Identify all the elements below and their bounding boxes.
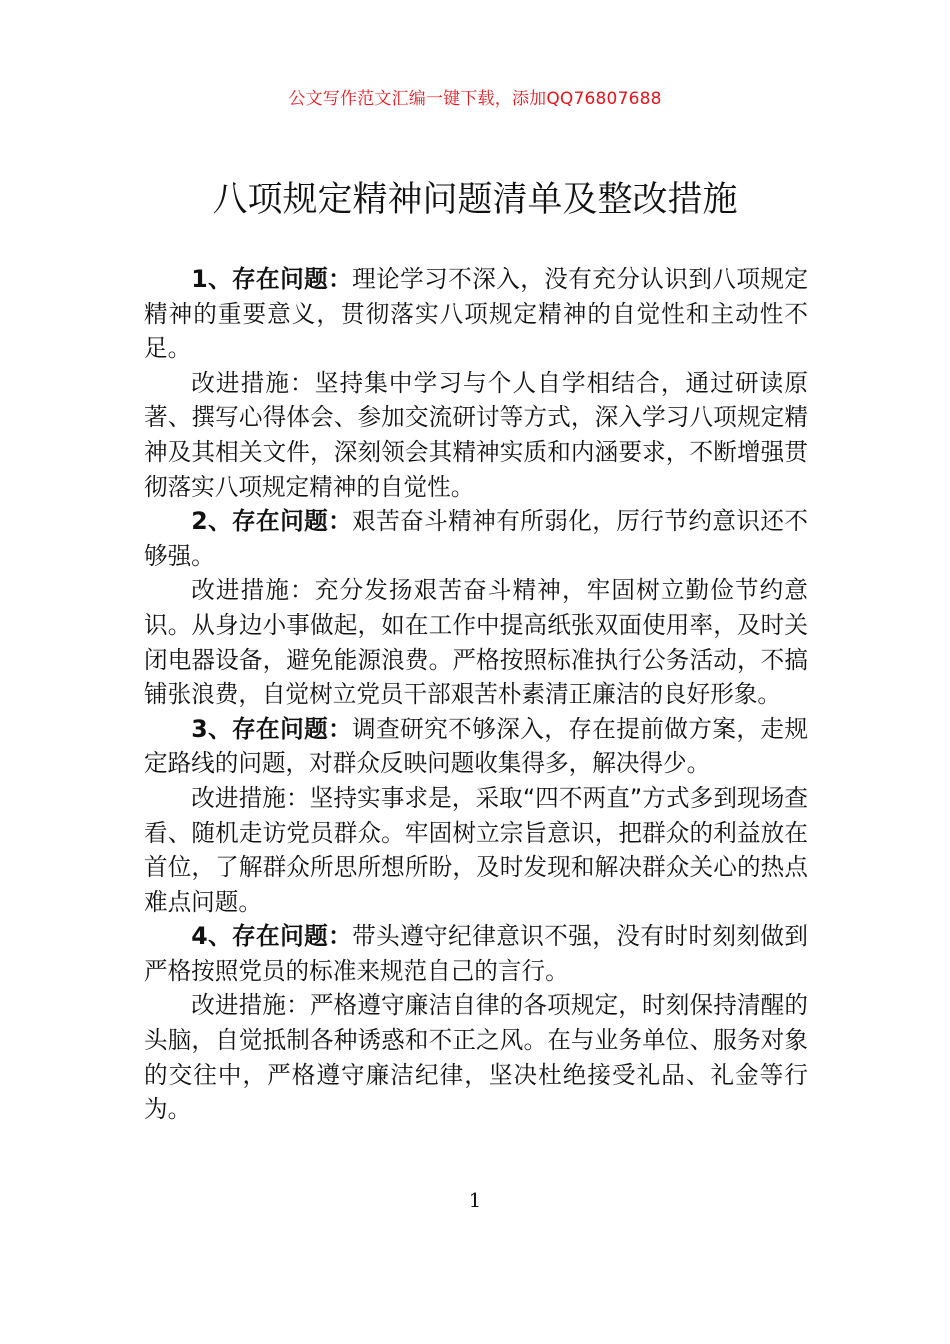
- measure-text-4: 改进措施：严格遵守廉洁自律的各项规定，时刻保持清醒的头脑，自觉抵制各种诱惑和不正之风。在与业务单位、服务对象的交往中，严格遵守廉洁纪律，坚决杜绝接受礼品、礼金等行为。: [144, 991, 808, 1124]
- issue-text-4: 带头遵守纪律意识不强，没有时时刻刻做到严格按照党员的标准来规范自己的言行。: [144, 922, 808, 985]
- issue-label-3: 3、存在问题：: [191, 714, 353, 743]
- document-body: [144, 262, 808, 1127]
- issue-text-1: 理论学习不深入，没有充分认识到八项规定精神的重要意义，贯彻落实八项规定精神的自觉性和主动性不足。: [144, 265, 808, 363]
- issue-label-2: 2、存在问题：: [191, 507, 353, 536]
- page-number: 1: [468, 1188, 482, 1212]
- measure-paragraph-2: [144, 573, 808, 711]
- issue-text-2: 艰苦奋斗精神有所弱化，厉行节约意识还不够强。: [144, 507, 808, 570]
- measure-paragraph-3: [144, 781, 808, 919]
- measure-paragraph-4: [144, 988, 808, 1126]
- measure-text-2: 改进措施：充分发扬艰苦奋斗精神，牢固树立勤俭节约意识。从身边小事做起，如在工作中提高纸张双面使用率，及时关闭电器设备，避免能源浪费。严格按照标准执行公务活动，不搞铺张浪费，自觉树立党员干部艰苦朴素清正廉洁的良好形象。: [144, 576, 808, 709]
- document-title: 八项规定精神问题清单及整改措施: [212, 180, 738, 220]
- measure-text-3: 改进措施：坚持实事求是，采取“四不两直”方式多到现场查看、随机走访党员群众。牢固树立宗旨意识，把群众的利益放在首位，了解群众所思所想所盼，及时发现和解决群众关心的热点难点问题。: [144, 783, 808, 916]
- issue-label-1: 1、存在问题：: [191, 265, 353, 293]
- issue-text-3: 调查研究不够深入，存在提前做方案，走规定路线的问题，对群众反映问题收集得多，解决得少。: [144, 714, 808, 778]
- download-banner: 公文写作范文汇编一键下载，添加QQ76807688: [288, 89, 662, 109]
- issue-paragraph-2: [144, 504, 808, 573]
- issue-label-4: 4、存在问题：: [191, 922, 353, 951]
- issue-paragraph-1: [144, 262, 808, 366]
- measure-paragraph-1: [144, 366, 808, 504]
- issue-paragraph-4: [144, 919, 808, 988]
- measure-text-1: 改进措施：坚持集中学习与个人自学相结合，通过研读原著、撰写心得体会、参加交流研讨等方式，深入学习八项规定精神及其相关文件，深刻领会其精神实质和内涵要求，不断增强贯彻落实八项规定精神的自觉性。: [144, 368, 808, 501]
- issue-paragraph-3: [144, 712, 808, 781]
